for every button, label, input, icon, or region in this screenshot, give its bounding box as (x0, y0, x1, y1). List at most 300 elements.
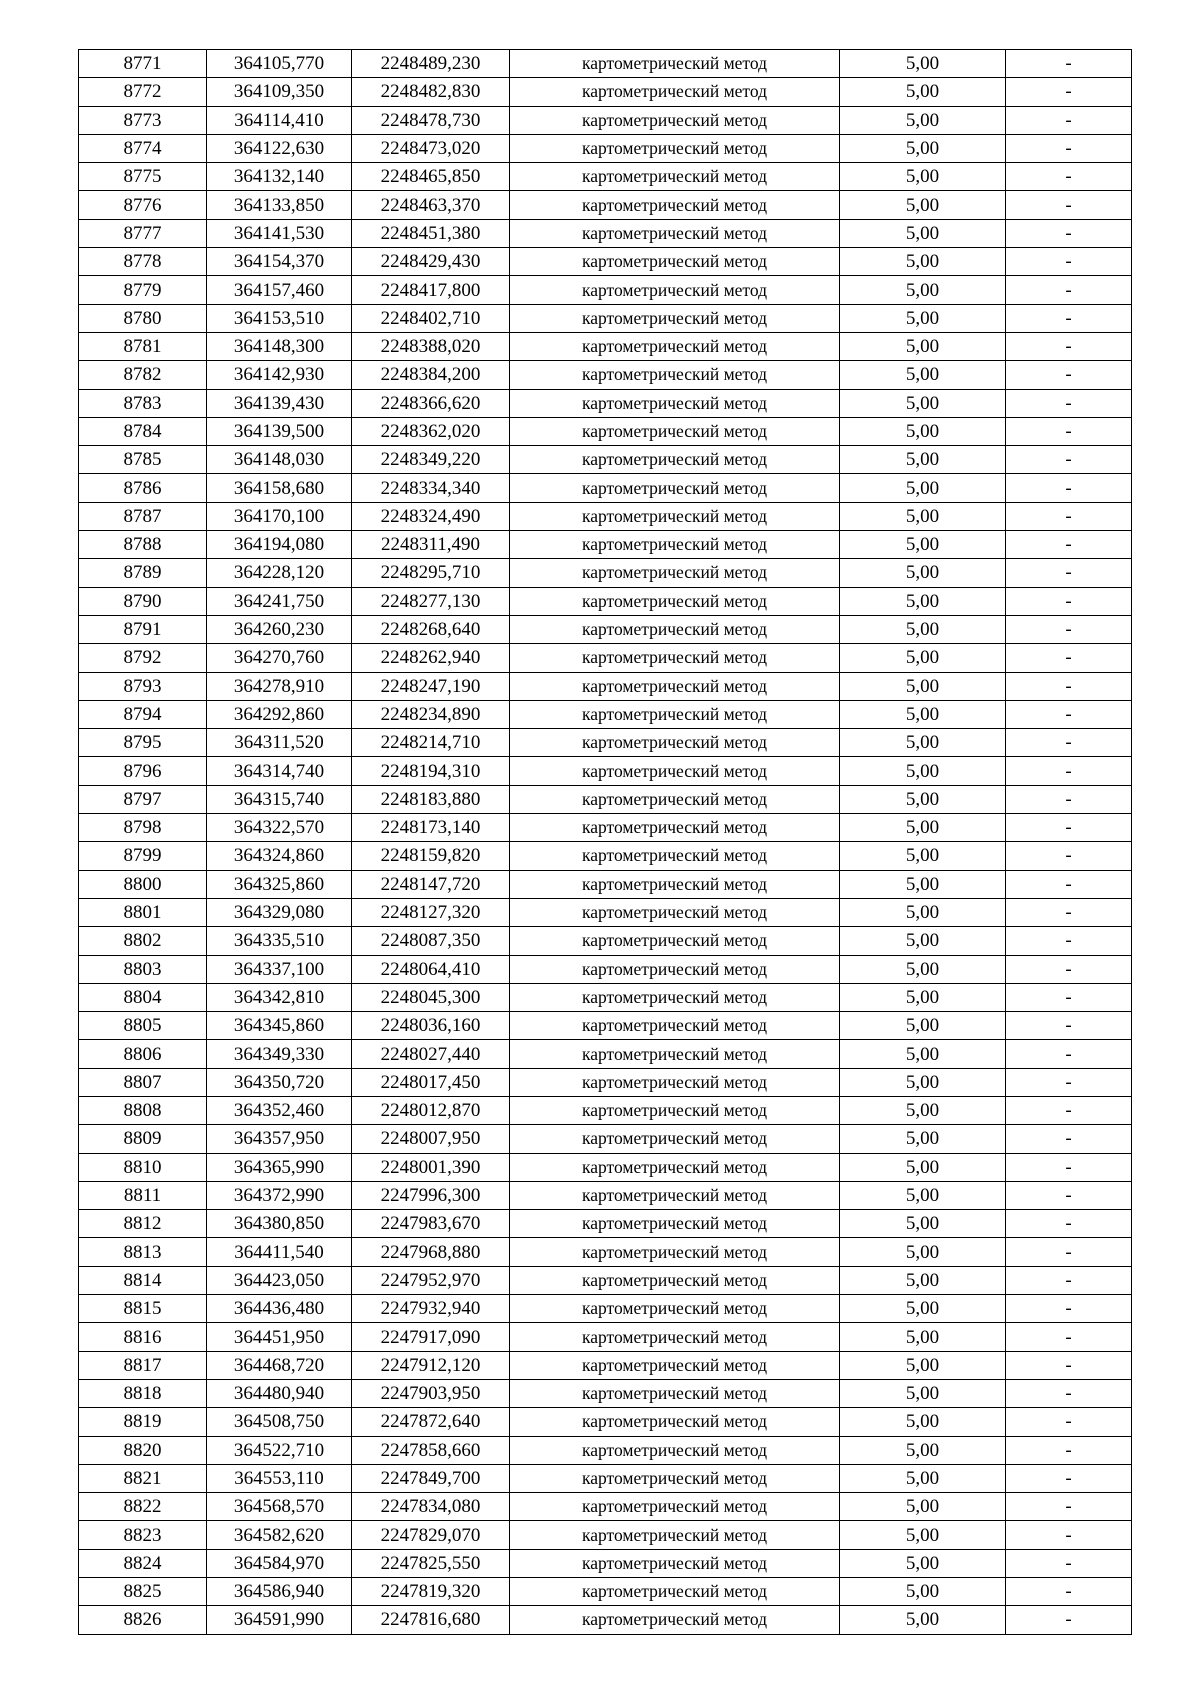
accuracy-cell: 5,00 (840, 644, 1006, 672)
point-number-cell: 8803 (79, 955, 207, 983)
accuracy-cell: 5,00 (840, 1096, 1006, 1124)
x-coordinate-cell: 364122,630 (207, 134, 352, 162)
x-coordinate-cell: 364260,230 (207, 615, 352, 643)
y-coordinate-cell: 2247816,680 (352, 1606, 510, 1634)
accuracy-cell: 5,00 (840, 276, 1006, 304)
accuracy-cell: 5,00 (840, 672, 1006, 700)
table-row (79, 191, 1132, 219)
accuracy-cell: 5,00 (840, 1210, 1006, 1238)
note-cell: - (1006, 106, 1132, 134)
accuracy-cell: 5,00 (840, 531, 1006, 559)
method-cell: картометрический метод (510, 304, 840, 332)
x-coordinate-cell: 364586,940 (207, 1578, 352, 1606)
method-cell: картометрический метод (510, 1606, 840, 1634)
point-number-cell: 8780 (79, 304, 207, 332)
accuracy-cell: 5,00 (840, 955, 1006, 983)
y-coordinate-cell: 2248027,440 (352, 1040, 510, 1068)
note-cell: - (1006, 50, 1132, 78)
point-number-cell: 8784 (79, 417, 207, 445)
accuracy-cell: 5,00 (840, 1379, 1006, 1407)
table-row (79, 1323, 1132, 1351)
x-coordinate-cell: 364241,750 (207, 587, 352, 615)
method-cell: картометрический метод (510, 1125, 840, 1153)
y-coordinate-cell: 2248087,350 (352, 927, 510, 955)
note-cell: - (1006, 389, 1132, 417)
note-cell: - (1006, 191, 1132, 219)
table-row (79, 559, 1132, 587)
method-cell: картометрический метод (510, 276, 840, 304)
note-cell: - (1006, 1436, 1132, 1464)
x-coordinate-cell: 364114,410 (207, 106, 352, 134)
y-coordinate-cell: 2248127,320 (352, 898, 510, 926)
note-cell: - (1006, 1068, 1132, 1096)
accuracy-cell: 5,00 (840, 615, 1006, 643)
point-number-cell: 8775 (79, 163, 207, 191)
x-coordinate-cell: 364105,770 (207, 50, 352, 78)
y-coordinate-cell: 2248349,220 (352, 446, 510, 474)
x-coordinate-cell: 364157,460 (207, 276, 352, 304)
x-coordinate-cell: 364139,500 (207, 417, 352, 445)
note-cell: - (1006, 814, 1132, 842)
accuracy-cell: 5,00 (840, 1153, 1006, 1181)
x-coordinate-cell: 364270,760 (207, 644, 352, 672)
method-cell: картометрический метод (510, 1210, 840, 1238)
accuracy-cell: 5,00 (840, 1068, 1006, 1096)
point-number-cell: 8797 (79, 785, 207, 813)
table-row (79, 1266, 1132, 1294)
accuracy-cell: 5,00 (840, 785, 1006, 813)
y-coordinate-cell: 2248268,640 (352, 615, 510, 643)
point-number-cell: 8777 (79, 219, 207, 247)
note-cell: - (1006, 417, 1132, 445)
point-number-cell: 8811 (79, 1181, 207, 1209)
accuracy-cell: 5,00 (840, 474, 1006, 502)
method-cell: картометрический метод (510, 644, 840, 672)
accuracy-cell: 5,00 (840, 700, 1006, 728)
note-cell: - (1006, 1379, 1132, 1407)
x-coordinate-cell: 364342,810 (207, 983, 352, 1011)
x-coordinate-cell: 364480,940 (207, 1379, 352, 1407)
y-coordinate-cell: 2248194,310 (352, 757, 510, 785)
table-row (79, 446, 1132, 474)
point-number-cell: 8795 (79, 729, 207, 757)
y-coordinate-cell: 2248045,300 (352, 983, 510, 1011)
table-row (79, 814, 1132, 842)
table-row (79, 1351, 1132, 1379)
point-number-cell: 8783 (79, 389, 207, 417)
point-number-cell: 8778 (79, 248, 207, 276)
y-coordinate-cell: 2248159,820 (352, 842, 510, 870)
method-cell: картометрический метод (510, 1238, 840, 1266)
note-cell: - (1006, 757, 1132, 785)
y-coordinate-cell: 2248262,940 (352, 644, 510, 672)
accuracy-cell: 5,00 (840, 106, 1006, 134)
table-row (79, 1153, 1132, 1181)
table-row (79, 417, 1132, 445)
method-cell: картометрический метод (510, 700, 840, 728)
point-number-cell: 8799 (79, 842, 207, 870)
point-number-cell: 8812 (79, 1210, 207, 1238)
table-row (79, 332, 1132, 360)
method-cell: картометрический метод (510, 814, 840, 842)
accuracy-cell: 5,00 (840, 417, 1006, 445)
y-coordinate-cell: 2247903,950 (352, 1379, 510, 1407)
method-cell: картометрический метод (510, 474, 840, 502)
y-coordinate-cell: 2247952,970 (352, 1266, 510, 1294)
accuracy-cell: 5,00 (840, 1040, 1006, 1068)
method-cell: картометрический метод (510, 1266, 840, 1294)
y-coordinate-cell: 2248173,140 (352, 814, 510, 842)
y-coordinate-cell: 2248036,160 (352, 1012, 510, 1040)
point-number-cell: 8792 (79, 644, 207, 672)
method-cell: картометрический метод (510, 587, 840, 615)
point-number-cell: 8815 (79, 1295, 207, 1323)
accuracy-cell: 5,00 (840, 1606, 1006, 1634)
x-coordinate-cell: 364278,910 (207, 672, 352, 700)
method-cell: картометрический метод (510, 1549, 840, 1577)
note-cell: - (1006, 1096, 1132, 1124)
point-number-cell: 8822 (79, 1493, 207, 1521)
method-cell: картометрический метод (510, 1068, 840, 1096)
method-cell: картометрический метод (510, 191, 840, 219)
note-cell: - (1006, 1606, 1132, 1634)
table-row (79, 1125, 1132, 1153)
point-number-cell: 8798 (79, 814, 207, 842)
point-number-cell: 8802 (79, 927, 207, 955)
method-cell: картометрический метод (510, 50, 840, 78)
y-coordinate-cell: 2248311,490 (352, 531, 510, 559)
point-number-cell: 8789 (79, 559, 207, 587)
note-cell: - (1006, 1040, 1132, 1068)
table-row (79, 248, 1132, 276)
table-row (79, 1012, 1132, 1040)
accuracy-cell: 5,00 (840, 1238, 1006, 1266)
note-cell: - (1006, 134, 1132, 162)
y-coordinate-cell: 2247819,320 (352, 1578, 510, 1606)
y-coordinate-cell: 2247829,070 (352, 1521, 510, 1549)
y-coordinate-cell: 2247825,550 (352, 1549, 510, 1577)
x-coordinate-cell: 364357,950 (207, 1125, 352, 1153)
y-coordinate-cell: 2248362,020 (352, 417, 510, 445)
accuracy-cell: 5,00 (840, 1266, 1006, 1294)
method-cell: картометрический метод (510, 163, 840, 191)
y-coordinate-cell: 2248183,880 (352, 785, 510, 813)
y-coordinate-cell: 2248402,710 (352, 304, 510, 332)
x-coordinate-cell: 364314,740 (207, 757, 352, 785)
method-cell: картометрический метод (510, 1181, 840, 1209)
x-coordinate-cell: 364324,860 (207, 842, 352, 870)
accuracy-cell: 5,00 (840, 1351, 1006, 1379)
note-cell: - (1006, 729, 1132, 757)
note-cell: - (1006, 1238, 1132, 1266)
method-cell: картометрический метод (510, 1578, 840, 1606)
table-row (79, 1606, 1132, 1634)
table-row (79, 531, 1132, 559)
table-row (79, 389, 1132, 417)
note-cell: - (1006, 163, 1132, 191)
table-row (79, 502, 1132, 530)
y-coordinate-cell: 2248473,020 (352, 134, 510, 162)
accuracy-cell: 5,00 (840, 389, 1006, 417)
accuracy-cell: 5,00 (840, 219, 1006, 247)
x-coordinate-cell: 364380,850 (207, 1210, 352, 1238)
method-cell: картометрический метод (510, 983, 840, 1011)
x-coordinate-cell: 364148,300 (207, 332, 352, 360)
table-row (79, 927, 1132, 955)
point-number-cell: 8773 (79, 106, 207, 134)
x-coordinate-cell: 364350,720 (207, 1068, 352, 1096)
note-cell: - (1006, 219, 1132, 247)
method-cell: картометрический метод (510, 1040, 840, 1068)
y-coordinate-cell: 2247834,080 (352, 1493, 510, 1521)
note-cell: - (1006, 1125, 1132, 1153)
note-cell: - (1006, 615, 1132, 643)
point-number-cell: 8772 (79, 78, 207, 106)
y-coordinate-cell: 2248451,380 (352, 219, 510, 247)
accuracy-cell: 5,00 (840, 50, 1006, 78)
note-cell: - (1006, 1210, 1132, 1238)
table-row (79, 163, 1132, 191)
table-row (79, 757, 1132, 785)
note-cell: - (1006, 502, 1132, 530)
point-number-cell: 8820 (79, 1436, 207, 1464)
note-cell: - (1006, 361, 1132, 389)
accuracy-cell: 5,00 (840, 191, 1006, 219)
x-coordinate-cell: 364352,460 (207, 1096, 352, 1124)
point-number-cell: 8808 (79, 1096, 207, 1124)
method-cell: картометрический метод (510, 1323, 840, 1351)
method-cell: картометрический метод (510, 898, 840, 926)
x-coordinate-cell: 364522,710 (207, 1436, 352, 1464)
accuracy-cell: 5,00 (840, 842, 1006, 870)
method-cell: картометрический метод (510, 559, 840, 587)
point-number-cell: 8824 (79, 1549, 207, 1577)
method-cell: картометрический метод (510, 1436, 840, 1464)
note-cell: - (1006, 1549, 1132, 1577)
table-row (79, 672, 1132, 700)
point-number-cell: 8787 (79, 502, 207, 530)
accuracy-cell: 5,00 (840, 1521, 1006, 1549)
table-row (79, 983, 1132, 1011)
y-coordinate-cell: 2248147,720 (352, 870, 510, 898)
x-coordinate-cell: 364292,860 (207, 700, 352, 728)
y-coordinate-cell: 2248295,710 (352, 559, 510, 587)
point-number-cell: 8814 (79, 1266, 207, 1294)
note-cell: - (1006, 672, 1132, 700)
accuracy-cell: 5,00 (840, 587, 1006, 615)
method-cell: картометрический метод (510, 870, 840, 898)
method-cell: картометрический метод (510, 1351, 840, 1379)
x-coordinate-cell: 364228,120 (207, 559, 352, 587)
table-row (79, 1578, 1132, 1606)
y-coordinate-cell: 2248489,230 (352, 50, 510, 78)
note-cell: - (1006, 1295, 1132, 1323)
y-coordinate-cell: 2248001,390 (352, 1153, 510, 1181)
note-cell: - (1006, 304, 1132, 332)
method-cell: картометрический метод (510, 955, 840, 983)
table-row (79, 276, 1132, 304)
table-row (79, 1408, 1132, 1436)
y-coordinate-cell: 2248482,830 (352, 78, 510, 106)
point-number-cell: 8796 (79, 757, 207, 785)
accuracy-cell: 5,00 (840, 134, 1006, 162)
accuracy-cell: 5,00 (840, 248, 1006, 276)
method-cell: картометрический метод (510, 757, 840, 785)
table-row (79, 1549, 1132, 1577)
accuracy-cell: 5,00 (840, 1493, 1006, 1521)
table-row (79, 870, 1132, 898)
y-coordinate-cell: 2248007,950 (352, 1125, 510, 1153)
table-row (79, 1464, 1132, 1492)
point-number-cell: 8819 (79, 1408, 207, 1436)
point-number-cell: 8782 (79, 361, 207, 389)
method-cell: картометрический метод (510, 1408, 840, 1436)
note-cell: - (1006, 1493, 1132, 1521)
x-coordinate-cell: 364411,540 (207, 1238, 352, 1266)
x-coordinate-cell: 364468,720 (207, 1351, 352, 1379)
y-coordinate-cell: 2247996,300 (352, 1181, 510, 1209)
point-number-cell: 8825 (79, 1578, 207, 1606)
y-coordinate-cell: 2248277,130 (352, 587, 510, 615)
table-row (79, 1181, 1132, 1209)
point-number-cell: 8779 (79, 276, 207, 304)
table-row (79, 955, 1132, 983)
note-cell: - (1006, 983, 1132, 1011)
y-coordinate-cell: 2247968,880 (352, 1238, 510, 1266)
method-cell: картометрический метод (510, 106, 840, 134)
table-row (79, 106, 1132, 134)
point-number-cell: 8800 (79, 870, 207, 898)
note-cell: - (1006, 1521, 1132, 1549)
table-row (79, 1068, 1132, 1096)
x-coordinate-cell: 364508,750 (207, 1408, 352, 1436)
note-cell: - (1006, 955, 1132, 983)
point-number-cell: 8807 (79, 1068, 207, 1096)
x-coordinate-cell: 364153,510 (207, 304, 352, 332)
accuracy-cell: 5,00 (840, 163, 1006, 191)
point-number-cell: 8805 (79, 1012, 207, 1040)
point-number-cell: 8826 (79, 1606, 207, 1634)
method-cell: картометрический метод (510, 785, 840, 813)
y-coordinate-cell: 2248463,370 (352, 191, 510, 219)
y-coordinate-cell: 2248465,850 (352, 163, 510, 191)
point-number-cell: 8788 (79, 531, 207, 559)
table-row (79, 785, 1132, 813)
x-coordinate-cell: 364349,330 (207, 1040, 352, 1068)
accuracy-cell: 5,00 (840, 1408, 1006, 1436)
note-cell: - (1006, 785, 1132, 813)
table-row (79, 1436, 1132, 1464)
point-number-cell: 8776 (79, 191, 207, 219)
note-cell: - (1006, 78, 1132, 106)
method-cell: картометрический метод (510, 1493, 840, 1521)
accuracy-cell: 5,00 (840, 1436, 1006, 1464)
method-cell: картометрический метод (510, 1295, 840, 1323)
y-coordinate-cell: 2247849,700 (352, 1464, 510, 1492)
table-row (79, 615, 1132, 643)
table-row (79, 898, 1132, 926)
method-cell: картометрический метод (510, 615, 840, 643)
accuracy-cell: 5,00 (840, 983, 1006, 1011)
table-row (79, 1521, 1132, 1549)
y-coordinate-cell: 2248064,410 (352, 955, 510, 983)
note-cell: - (1006, 531, 1132, 559)
y-coordinate-cell: 2248214,710 (352, 729, 510, 757)
method-cell: картометрический метод (510, 1153, 840, 1181)
x-coordinate-cell: 364591,990 (207, 1606, 352, 1634)
point-number-cell: 8791 (79, 615, 207, 643)
accuracy-cell: 5,00 (840, 1549, 1006, 1577)
x-coordinate-cell: 364451,950 (207, 1323, 352, 1351)
accuracy-cell: 5,00 (840, 361, 1006, 389)
note-cell: - (1006, 1153, 1132, 1181)
y-coordinate-cell: 2248366,620 (352, 389, 510, 417)
accuracy-cell: 5,00 (840, 559, 1006, 587)
y-coordinate-cell: 2248388,020 (352, 332, 510, 360)
note-cell: - (1006, 1266, 1132, 1294)
method-cell: картометрический метод (510, 927, 840, 955)
note-cell: - (1006, 1464, 1132, 1492)
note-cell: - (1006, 644, 1132, 672)
note-cell: - (1006, 898, 1132, 926)
table-row (79, 700, 1132, 728)
method-cell: картометрический метод (510, 502, 840, 530)
note-cell: - (1006, 587, 1132, 615)
table-row (79, 1379, 1132, 1407)
x-coordinate-cell: 364436,480 (207, 1295, 352, 1323)
accuracy-cell: 5,00 (840, 1181, 1006, 1209)
point-number-cell: 8817 (79, 1351, 207, 1379)
note-cell: - (1006, 446, 1132, 474)
accuracy-cell: 5,00 (840, 1578, 1006, 1606)
note-cell: - (1006, 559, 1132, 587)
accuracy-cell: 5,00 (840, 332, 1006, 360)
accuracy-cell: 5,00 (840, 304, 1006, 332)
y-coordinate-cell: 2248234,890 (352, 700, 510, 728)
point-number-cell: 8781 (79, 332, 207, 360)
y-coordinate-cell: 2247932,940 (352, 1295, 510, 1323)
note-cell: - (1006, 248, 1132, 276)
point-number-cell: 8794 (79, 700, 207, 728)
y-coordinate-cell: 2248478,730 (352, 106, 510, 134)
x-coordinate-cell: 364322,570 (207, 814, 352, 842)
point-number-cell: 8821 (79, 1464, 207, 1492)
point-number-cell: 8823 (79, 1521, 207, 1549)
point-number-cell: 8813 (79, 1238, 207, 1266)
x-coordinate-cell: 364329,080 (207, 898, 352, 926)
y-coordinate-cell: 2248324,490 (352, 502, 510, 530)
x-coordinate-cell: 364365,990 (207, 1153, 352, 1181)
y-coordinate-cell: 2248384,200 (352, 361, 510, 389)
x-coordinate-cell: 364154,370 (207, 248, 352, 276)
point-number-cell: 8793 (79, 672, 207, 700)
accuracy-cell: 5,00 (840, 927, 1006, 955)
x-coordinate-cell: 364568,570 (207, 1493, 352, 1521)
accuracy-cell: 5,00 (840, 78, 1006, 106)
point-number-cell: 8801 (79, 898, 207, 926)
accuracy-cell: 5,00 (840, 757, 1006, 785)
x-coordinate-cell: 364132,140 (207, 163, 352, 191)
note-cell: - (1006, 700, 1132, 728)
x-coordinate-cell: 364311,520 (207, 729, 352, 757)
x-coordinate-cell: 364584,970 (207, 1549, 352, 1577)
method-cell: картометрический метод (510, 389, 840, 417)
accuracy-cell: 5,00 (840, 1295, 1006, 1323)
x-coordinate-cell: 364139,430 (207, 389, 352, 417)
method-cell: картометрический метод (510, 361, 840, 389)
method-cell: картометрический метод (510, 417, 840, 445)
note-cell: - (1006, 1181, 1132, 1209)
